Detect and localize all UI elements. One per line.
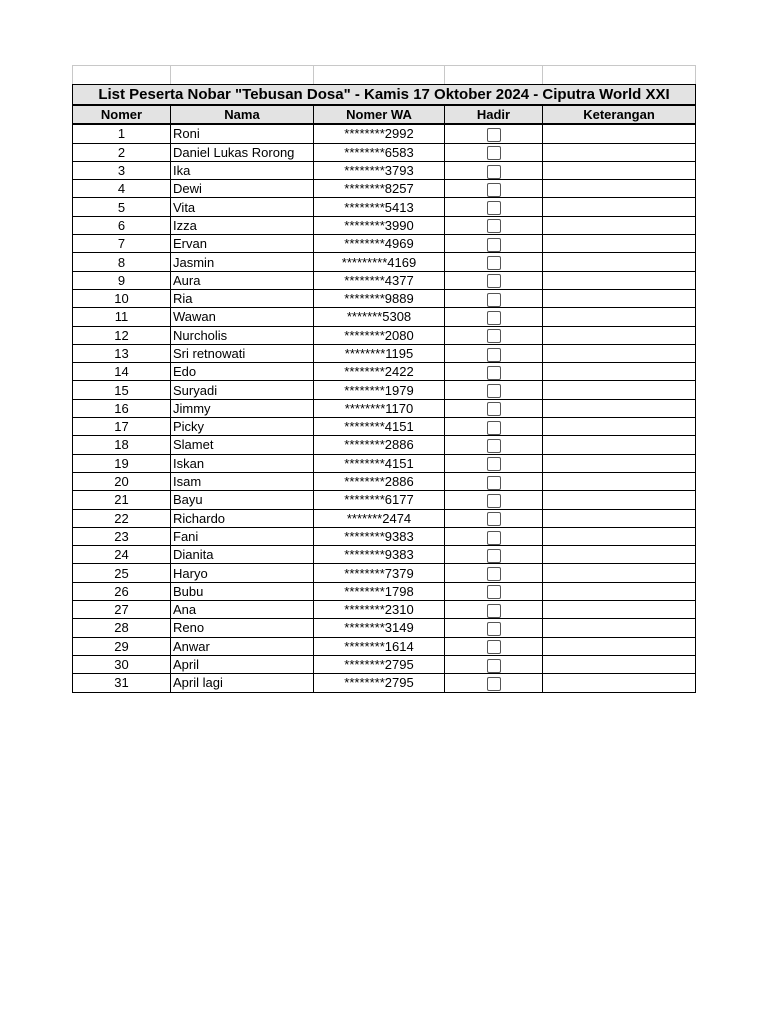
row-hadir-cell[interactable]	[445, 161, 543, 179]
row-hadir-cell[interactable]	[445, 271, 543, 289]
blank-cell[interactable]	[445, 66, 543, 85]
blank-cell[interactable]	[171, 66, 314, 85]
row-hadir-cell[interactable]	[445, 436, 543, 454]
row-wa-cell[interactable]: ********9889	[314, 289, 445, 307]
header-nomer[interactable]: Nomer	[73, 105, 171, 124]
row-name-cell[interactable]: Sri retnowati	[171, 344, 314, 362]
row-hadir-cell[interactable]	[445, 491, 543, 509]
row-name-cell[interactable]: April lagi	[171, 674, 314, 692]
row-number-cell[interactable]: 1	[73, 124, 171, 143]
hadir-checkbox-icon[interactable]	[487, 384, 501, 398]
row-hadir-cell[interactable]	[445, 418, 543, 436]
row-hadir-cell[interactable]	[445, 180, 543, 198]
row-hadir-cell[interactable]	[445, 564, 543, 582]
table-row	[73, 637, 696, 655]
row-number-cell[interactable]: 4	[73, 180, 171, 198]
row-wa-cell[interactable]: ********3793	[314, 161, 445, 179]
hadir-checkbox-icon[interactable]	[487, 238, 501, 252]
row-wa-cell[interactable]: *******2474	[314, 509, 445, 527]
hadir-checkbox-icon[interactable]	[487, 219, 501, 233]
row-name-cell[interactable]: Dewi	[171, 180, 314, 198]
row-keterangan-cell[interactable]	[543, 289, 696, 307]
hadir-checkbox-icon[interactable]	[487, 512, 501, 526]
hadir-checkbox-icon[interactable]	[487, 622, 501, 636]
hadir-checkbox-icon[interactable]	[487, 366, 501, 380]
row-keterangan-cell[interactable]	[543, 235, 696, 253]
table-row	[73, 399, 696, 417]
row-keterangan-cell[interactable]	[543, 619, 696, 637]
row-keterangan-cell[interactable]	[543, 143, 696, 161]
hadir-checkbox-icon[interactable]	[487, 146, 501, 160]
row-hadir-cell[interactable]	[445, 308, 543, 326]
row-hadir-cell[interactable]	[445, 399, 543, 417]
hadir-checkbox-icon[interactable]	[487, 640, 501, 654]
row-number-cell[interactable]: 27	[73, 601, 171, 619]
row-name-cell[interactable]: Aura	[171, 271, 314, 289]
row-number-cell[interactable]: 12	[73, 326, 171, 344]
blank-cell[interactable]	[73, 66, 171, 85]
table-row	[73, 216, 696, 234]
row-wa-cell[interactable]: ********2992	[314, 124, 445, 143]
row-name-cell[interactable]: Izza	[171, 216, 314, 234]
table-row	[73, 326, 696, 344]
hadir-checkbox-icon[interactable]	[487, 128, 501, 142]
hadir-checkbox-icon[interactable]	[487, 402, 501, 416]
row-name-cell[interactable]: Bubu	[171, 582, 314, 600]
hadir-checkbox-icon[interactable]	[487, 439, 501, 453]
row-wa-cell[interactable]: ********1798	[314, 582, 445, 600]
row-wa-cell[interactable]: ********8257	[314, 180, 445, 198]
blank-row	[73, 66, 696, 85]
table-row	[73, 619, 696, 637]
row-wa-cell[interactable]: ********1195	[314, 344, 445, 362]
row-wa-cell[interactable]: ********4969	[314, 235, 445, 253]
row-number-cell[interactable]: 26	[73, 582, 171, 600]
row-name-cell[interactable]: Reno	[171, 619, 314, 637]
row-wa-cell[interactable]: ********1979	[314, 381, 445, 399]
row-hadir-cell[interactable]	[445, 655, 543, 673]
row-wa-cell[interactable]: ********3990	[314, 216, 445, 234]
table-row	[73, 674, 696, 692]
hadir-checkbox-icon[interactable]	[487, 494, 501, 508]
row-wa-cell[interactable]: ********4151	[314, 454, 445, 472]
row-name-cell[interactable]: Slamet	[171, 436, 314, 454]
row-keterangan-cell[interactable]	[543, 472, 696, 490]
hadir-checkbox-icon[interactable]	[487, 549, 501, 563]
table-row	[73, 491, 696, 509]
row-number-cell[interactable]: 23	[73, 527, 171, 545]
row-number-cell[interactable]: 10	[73, 289, 171, 307]
row-keterangan-cell[interactable]	[543, 180, 696, 198]
row-name-cell[interactable]: Iskan	[171, 454, 314, 472]
row-name-cell[interactable]: Wawan	[171, 308, 314, 326]
row-number-cell[interactable]: 18	[73, 436, 171, 454]
hadir-checkbox-icon[interactable]	[487, 585, 501, 599]
row-keterangan-cell[interactable]	[543, 601, 696, 619]
row-name-cell[interactable]: Roni	[171, 124, 314, 143]
row-keterangan-cell[interactable]	[543, 509, 696, 527]
row-keterangan-cell[interactable]	[543, 216, 696, 234]
hadir-checkbox-icon[interactable]	[487, 476, 501, 490]
table-row	[73, 418, 696, 436]
row-name-cell[interactable]: Ika	[171, 161, 314, 179]
row-keterangan-cell[interactable]	[543, 436, 696, 454]
row-number-cell[interactable]: 7	[73, 235, 171, 253]
row-hadir-cell[interactable]	[445, 527, 543, 545]
hadir-checkbox-icon[interactable]	[487, 293, 501, 307]
hadir-checkbox-icon[interactable]	[487, 659, 501, 673]
row-number-cell[interactable]: 28	[73, 619, 171, 637]
row-hadir-cell[interactable]	[445, 326, 543, 344]
header-nama[interactable]: Nama	[171, 105, 314, 124]
row-number-cell[interactable]: 24	[73, 546, 171, 564]
row-hadir-cell[interactable]	[445, 601, 543, 619]
row-keterangan-cell[interactable]	[543, 399, 696, 417]
table-row	[73, 289, 696, 307]
hadir-checkbox-icon[interactable]	[487, 329, 501, 343]
blank-cell[interactable]	[314, 66, 445, 85]
row-number-cell[interactable]: 30	[73, 655, 171, 673]
row-name-cell[interactable]: Suryadi	[171, 381, 314, 399]
row-name-cell[interactable]: Picky	[171, 418, 314, 436]
participant-list	[73, 124, 696, 692]
title-row	[73, 85, 696, 106]
row-number-cell[interactable]: 6	[73, 216, 171, 234]
row-wa-cell[interactable]: ********5413	[314, 198, 445, 216]
row-number-cell[interactable]: 14	[73, 363, 171, 381]
hadir-checkbox-icon[interactable]	[487, 201, 501, 215]
row-name-cell[interactable]: Jimmy	[171, 399, 314, 417]
row-keterangan-cell[interactable]	[543, 326, 696, 344]
table-row	[73, 564, 696, 582]
row-hadir-cell[interactable]	[445, 198, 543, 216]
table-row	[73, 198, 696, 216]
row-name-cell[interactable]: Ervan	[171, 235, 314, 253]
row-wa-cell[interactable]: ********2795	[314, 655, 445, 673]
table-row	[73, 308, 696, 326]
row-wa-cell[interactable]: ********4151	[314, 418, 445, 436]
table-row	[73, 582, 696, 600]
hadir-checkbox-icon[interactable]	[487, 165, 501, 179]
row-wa-cell[interactable]: ********2886	[314, 436, 445, 454]
hadir-checkbox-icon[interactable]	[487, 348, 501, 362]
row-hadir-cell[interactable]	[445, 143, 543, 161]
row-keterangan-cell[interactable]	[543, 344, 696, 362]
row-hadir-cell[interactable]	[445, 253, 543, 271]
row-name-cell[interactable]: Dianita	[171, 546, 314, 564]
row-name-cell[interactable]: Nurcholis	[171, 326, 314, 344]
row-name-cell[interactable]: Fani	[171, 527, 314, 545]
row-hadir-cell[interactable]	[445, 216, 543, 234]
hadir-checkbox-icon[interactable]	[487, 531, 501, 545]
table-row	[73, 235, 696, 253]
row-wa-cell[interactable]: ********2080	[314, 326, 445, 344]
row-wa-cell[interactable]: ********9383	[314, 527, 445, 545]
row-hadir-cell[interactable]	[445, 289, 543, 307]
row-number-cell[interactable]: 25	[73, 564, 171, 582]
table-row	[73, 546, 696, 564]
row-hadir-cell[interactable]	[445, 637, 543, 655]
row-name-cell[interactable]: Ana	[171, 601, 314, 619]
row-name-cell[interactable]: Haryo	[171, 564, 314, 582]
header-row	[73, 105, 696, 124]
row-keterangan-cell[interactable]	[543, 124, 696, 143]
row-wa-cell[interactable]: ********9383	[314, 546, 445, 564]
table-row	[73, 655, 696, 673]
row-keterangan-cell[interactable]	[543, 564, 696, 582]
row-keterangan-cell[interactable]	[543, 674, 696, 692]
row-number-cell[interactable]: 19	[73, 454, 171, 472]
table-row	[73, 454, 696, 472]
row-number-cell[interactable]: 8	[73, 253, 171, 271]
row-number-cell[interactable]: 16	[73, 399, 171, 417]
row-keterangan-cell[interactable]	[543, 418, 696, 436]
row-number-cell[interactable]: 22	[73, 509, 171, 527]
row-number-cell[interactable]: 11	[73, 308, 171, 326]
row-hadir-cell[interactable]	[445, 509, 543, 527]
row-name-cell[interactable]: Richardo	[171, 509, 314, 527]
table-row	[73, 180, 696, 198]
row-wa-cell[interactable]: ********3149	[314, 619, 445, 637]
row-hadir-cell[interactable]	[445, 582, 543, 600]
row-hadir-cell[interactable]	[445, 546, 543, 564]
header-hadir[interactable]: Hadir	[445, 105, 543, 124]
row-keterangan-cell[interactable]	[543, 655, 696, 673]
row-wa-cell[interactable]: ********7379	[314, 564, 445, 582]
row-name-cell[interactable]: Bayu	[171, 491, 314, 509]
row-wa-cell[interactable]: ********4377	[314, 271, 445, 289]
row-hadir-cell[interactable]	[445, 454, 543, 472]
row-wa-cell[interactable]: ********1170	[314, 399, 445, 417]
table-row	[73, 527, 696, 545]
row-name-cell[interactable]: Vita	[171, 198, 314, 216]
row-keterangan-cell[interactable]	[543, 271, 696, 289]
table-row	[73, 143, 696, 161]
row-wa-cell[interactable]: ********2886	[314, 472, 445, 490]
row-hadir-cell[interactable]	[445, 124, 543, 143]
hadir-checkbox-icon[interactable]	[487, 274, 501, 288]
row-name-cell[interactable]: April	[171, 655, 314, 673]
row-keterangan-cell[interactable]	[543, 381, 696, 399]
row-keterangan-cell[interactable]	[543, 253, 696, 271]
row-wa-cell[interactable]: ********2422	[314, 363, 445, 381]
row-name-cell[interactable]: Ria	[171, 289, 314, 307]
header-nomer-wa[interactable]: Nomer WA	[314, 105, 445, 124]
table-row	[73, 436, 696, 454]
hadir-checkbox-icon[interactable]	[487, 256, 501, 270]
table-row	[73, 253, 696, 271]
table-row	[73, 161, 696, 179]
row-keterangan-cell[interactable]	[543, 308, 696, 326]
row-number-cell[interactable]: 20	[73, 472, 171, 490]
row-keterangan-cell[interactable]	[543, 582, 696, 600]
row-number-cell[interactable]: 2	[73, 143, 171, 161]
hadir-checkbox-icon[interactable]	[487, 604, 501, 618]
table-row	[73, 363, 696, 381]
row-keterangan-cell[interactable]	[543, 546, 696, 564]
hadir-checkbox-icon[interactable]	[487, 421, 501, 435]
attendance-sheet	[72, 65, 696, 693]
row-number-cell[interactable]: 17	[73, 418, 171, 436]
row-hadir-cell[interactable]	[445, 619, 543, 637]
row-number-cell[interactable]: 5	[73, 198, 171, 216]
hadir-checkbox-icon[interactable]	[487, 311, 501, 325]
table-row	[73, 381, 696, 399]
row-keterangan-cell[interactable]	[543, 491, 696, 509]
row-keterangan-cell[interactable]	[543, 527, 696, 545]
row-name-cell[interactable]: Jasmin	[171, 253, 314, 271]
row-wa-cell[interactable]: *********4169	[314, 253, 445, 271]
table-row	[73, 509, 696, 527]
table-row	[73, 271, 696, 289]
table-row	[73, 124, 696, 143]
row-hadir-cell[interactable]	[445, 235, 543, 253]
row-name-cell[interactable]: Anwar	[171, 637, 314, 655]
table-row	[73, 601, 696, 619]
row-number-cell[interactable]: 15	[73, 381, 171, 399]
row-number-cell[interactable]: 29	[73, 637, 171, 655]
blank-cell[interactable]	[543, 66, 696, 85]
row-wa-cell[interactable]: *******5308	[314, 308, 445, 326]
row-keterangan-cell[interactable]	[543, 198, 696, 216]
table-row	[73, 472, 696, 490]
hadir-checkbox-icon[interactable]	[487, 457, 501, 471]
row-name-cell[interactable]: Edo	[171, 363, 314, 381]
row-number-cell[interactable]: 9	[73, 271, 171, 289]
row-keterangan-cell[interactable]	[543, 637, 696, 655]
hadir-checkbox-icon[interactable]	[487, 677, 501, 691]
row-hadir-cell[interactable]	[445, 472, 543, 490]
row-number-cell[interactable]: 3	[73, 161, 171, 179]
row-keterangan-cell[interactable]	[543, 161, 696, 179]
row-wa-cell[interactable]: ********1614	[314, 637, 445, 655]
row-hadir-cell[interactable]	[445, 674, 543, 692]
row-wa-cell[interactable]: ********6177	[314, 491, 445, 509]
table-row	[73, 344, 696, 362]
hadir-checkbox-icon[interactable]	[487, 567, 501, 581]
row-keterangan-cell[interactable]	[543, 363, 696, 381]
row-name-cell[interactable]: Daniel Lukas Rorong	[171, 143, 314, 161]
row-wa-cell[interactable]: ********6583	[314, 143, 445, 161]
row-hadir-cell[interactable]	[445, 344, 543, 362]
row-keterangan-cell[interactable]	[543, 454, 696, 472]
row-hadir-cell[interactable]	[445, 363, 543, 381]
row-number-cell[interactable]: 31	[73, 674, 171, 692]
sheet-title[interactable]: List Peserta Nobar "Tebusan Dosa" - Kamis 17 Oktober 2024 - Ciputra World XXI	[73, 85, 696, 106]
row-wa-cell[interactable]: ********2310	[314, 601, 445, 619]
row-name-cell[interactable]: Isam	[171, 472, 314, 490]
row-hadir-cell[interactable]	[445, 381, 543, 399]
header-keterangan[interactable]: Keterangan	[543, 105, 696, 124]
row-number-cell[interactable]: 13	[73, 344, 171, 362]
row-wa-cell[interactable]: ********2795	[314, 674, 445, 692]
hadir-checkbox-icon[interactable]	[487, 183, 501, 197]
row-number-cell[interactable]: 21	[73, 491, 171, 509]
